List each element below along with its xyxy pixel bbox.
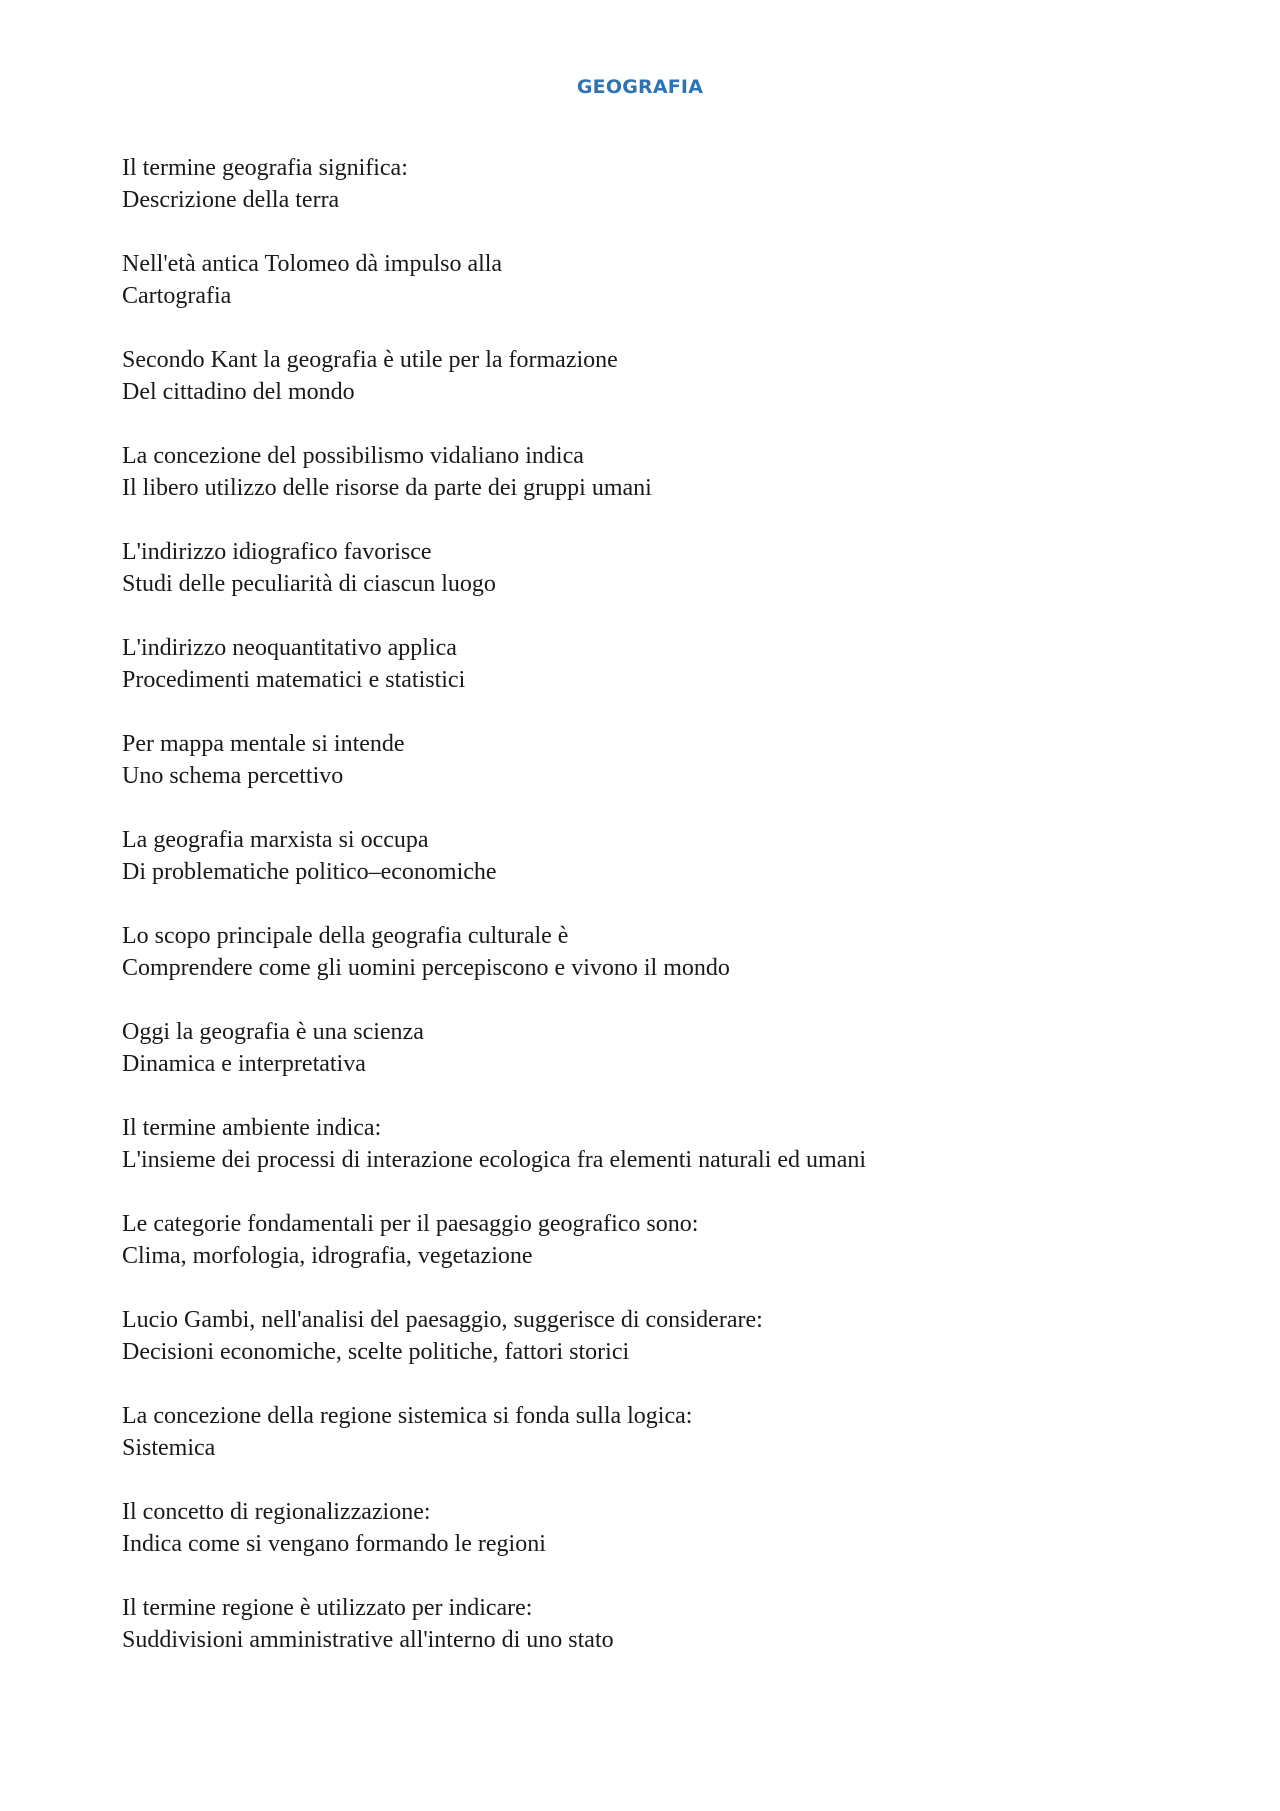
- answer-text: Indica come si vengano formando le regioni: [122, 1531, 546, 1557]
- answer-text: Cartografia: [122, 283, 232, 309]
- question-text: Lo scopo principale della geografia culturale è: [122, 923, 569, 949]
- answer-text: Il libero utilizzo delle risorse da parte dei gruppi umani: [122, 475, 652, 501]
- qa-item: [122, 344, 1172, 408]
- question-text: Il termine ambiente indica:: [122, 1115, 382, 1141]
- answer-text: Procedimenti matematici e statistici: [122, 667, 466, 693]
- qa-item: [122, 1400, 1172, 1464]
- answer-text: Uno schema percettivo: [122, 763, 344, 789]
- question-text: Nell'età antica Tolomeo dà impulso alla: [122, 251, 503, 277]
- answer-text: Descrizione della terra: [122, 187, 340, 213]
- qa-item: [122, 1304, 1172, 1368]
- answer-text: Clima, morfologia, idrografia, vegetazione: [122, 1243, 533, 1269]
- question-text: Il concetto di regionalizzazione:: [122, 1499, 431, 1525]
- qa-item: [122, 1592, 1172, 1656]
- answer-text: Studi delle peculiarità di ciascun luogo: [122, 571, 496, 597]
- qa-item: [122, 728, 1172, 792]
- answer-text: Dinamica e interpretativa: [122, 1051, 366, 1077]
- question-text: La concezione della regione sistemica si fonda sulla logica:: [122, 1403, 693, 1429]
- qa-item: [122, 248, 1172, 312]
- question-text: L'indirizzo neoquantitativo applica: [122, 635, 457, 661]
- question-text: Le categorie fondamentali per il paesaggio geografico sono:: [122, 1211, 699, 1237]
- qa-item: [122, 1208, 1172, 1272]
- question-text: Oggi la geografia è una scienza: [122, 1019, 424, 1045]
- answer-text: Decisioni economiche, scelte politiche, fattori storici: [122, 1339, 630, 1365]
- qa-item: [122, 152, 1172, 216]
- document-title: GEOGRAFIA: [576, 76, 704, 98]
- answer-text: Sistemica: [122, 1435, 216, 1461]
- question-text: Il termine geografia significa:: [122, 155, 408, 181]
- answer-text: Comprendere come gli uomini percepiscono e vivono il mondo: [122, 955, 730, 981]
- qa-item: [122, 536, 1172, 600]
- qa-item: [122, 440, 1172, 504]
- question-text: La concezione del possibilismo vidaliano indica: [122, 443, 584, 469]
- question-text: Per mappa mentale si intende: [122, 731, 405, 757]
- answer-text: Suddivisioni amministrative all'interno di uno stato: [122, 1627, 614, 1653]
- qa-item: [122, 920, 1172, 984]
- qa-item: [122, 632, 1172, 696]
- question-text: L'indirizzo idiografico favorisce: [122, 539, 432, 565]
- qa-item: [122, 1496, 1172, 1560]
- question-text: Secondo Kant la geografia è utile per la formazione: [122, 347, 618, 373]
- answer-text: Di problematiche politico–economiche: [122, 859, 497, 885]
- answer-text: Del cittadino del mondo: [122, 379, 355, 405]
- qa-item: [122, 824, 1172, 888]
- qa-list: [122, 152, 1172, 1688]
- qa-item: [122, 1016, 1172, 1080]
- question-text: Il termine regione è utilizzato per indicare:: [122, 1595, 533, 1621]
- question-text: Lucio Gambi, nell'analisi del paesaggio, suggerisce di considerare:: [122, 1307, 763, 1333]
- answer-text: L'insieme dei processi di interazione ecologica fra elementi naturali ed umani: [122, 1147, 867, 1173]
- question-text: La geografia marxista si occupa: [122, 827, 429, 853]
- qa-item: [122, 1112, 1172, 1176]
